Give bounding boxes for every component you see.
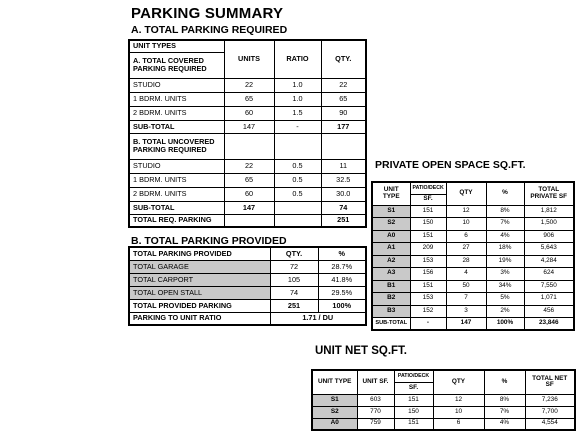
col-ratio: RATIO <box>274 40 321 78</box>
col-qty: QTY <box>433 370 484 394</box>
table-row: A3 156 4 3% 624 <box>372 268 574 281</box>
table-row: A2 153 28 19% 4,284 <box>372 255 574 268</box>
col-patio: PATIO/DECK <box>394 370 433 382</box>
unit-net-table <box>311 369 576 431</box>
table-row: STUDIO 22 1.0 22 <box>129 78 366 92</box>
table-row: S1 603 151 12 8% 7,236 <box>312 394 575 406</box>
unit-net-heading: UNIT NET SQ.FT. <box>315 345 407 357</box>
col-qty: QTY <box>446 182 486 205</box>
subtotal-row: SUB-TOTAL - 147 100% 23,846 <box>372 318 574 331</box>
table-row: A1 209 27 18% 5,643 <box>372 243 574 256</box>
header-row: TOTAL PARKING PROVIDED QTY. % <box>129 247 366 260</box>
table-row: S2 770 150 10 7% 7,700 <box>312 406 575 418</box>
col-qty: QTY. <box>321 40 366 78</box>
table-row: S2 150 10 7% 1,500 <box>372 218 574 231</box>
col-sf: SF. <box>410 194 446 205</box>
table-row: TOTAL OPEN STALL 74 29.5% <box>129 286 366 299</box>
table-row: B2 153 7 5% 1,071 <box>372 293 574 306</box>
table-row: A0 759 151 6 4% 4,554 <box>312 418 575 430</box>
col-units: UNITS <box>224 40 274 78</box>
col-unit-type: UNIT TYPE <box>312 370 357 394</box>
required-heading: A. TOTAL PARKING REQUIRED <box>131 24 288 36</box>
total-row: TOTAL PROVIDED PARKING 251 100% <box>129 299 366 312</box>
col-total: TOTAL PRIVATE SF <box>524 182 574 205</box>
parking-required-table <box>128 39 367 228</box>
subtotal-row: SUB-TOTAL 147 - 177 <box>129 120 366 133</box>
table-row: STUDIO 22 0.5 11 <box>129 159 366 173</box>
table-row: TOTAL GARAGE 72 28.7% <box>129 260 366 273</box>
table-row: S1 151 12 8% 1,812 <box>372 205 574 218</box>
covered-label: A. TOTAL COVERED PARKING REQUIRED <box>129 52 224 78</box>
table-row: TOTAL CARPORT 105 41.8% <box>129 273 366 286</box>
col-total: TOTAL NET SF <box>525 370 575 394</box>
uncovered-label: B. TOTAL UNCOVERED PARKING REQUIRED <box>129 133 224 159</box>
col-pct: % <box>486 182 524 205</box>
col-patio: PATIO/DECK <box>410 182 446 194</box>
col-sf: SF. <box>394 382 433 394</box>
subtotal-row: SUB-TOTAL 147 74 <box>129 201 366 214</box>
table-row: B1 151 50 34% 7,550 <box>372 280 574 293</box>
parking-provided-table <box>128 246 367 326</box>
table-row: 1 BDRM. UNITS 65 1.0 65 <box>129 92 366 106</box>
total-row: TOTAL REQ. PARKING 251 <box>129 214 366 227</box>
open-space-heading: PRIVATE OPEN SPACE SQ.FT. <box>375 159 526 171</box>
col-unit-sf: UNIT SF. <box>357 370 394 394</box>
table-row: 2 BDRM. UNITS 60 1.5 90 <box>129 106 366 120</box>
table-row: A0 151 6 4% 906 <box>372 230 574 243</box>
col-unit-type: UNIT TYPE <box>372 182 410 205</box>
provided-heading: B. TOTAL PARKING PROVIDED <box>131 235 287 247</box>
table-row: B3 152 3 2% 456 <box>372 305 574 318</box>
ratio-row: PARKING TO UNIT RATIO 1.71 / DU <box>129 312 366 325</box>
table-row: 1 BDRM. UNITS 65 0.5 32.5 <box>129 173 366 187</box>
unit-types-label: UNIT TYPES <box>129 40 224 52</box>
table-row: 2 BDRM. UNITS 60 0.5 30.0 <box>129 187 366 201</box>
open-space-table <box>371 181 575 331</box>
page-title: PARKING SUMMARY <box>131 5 284 22</box>
col-pct: % <box>484 370 525 394</box>
